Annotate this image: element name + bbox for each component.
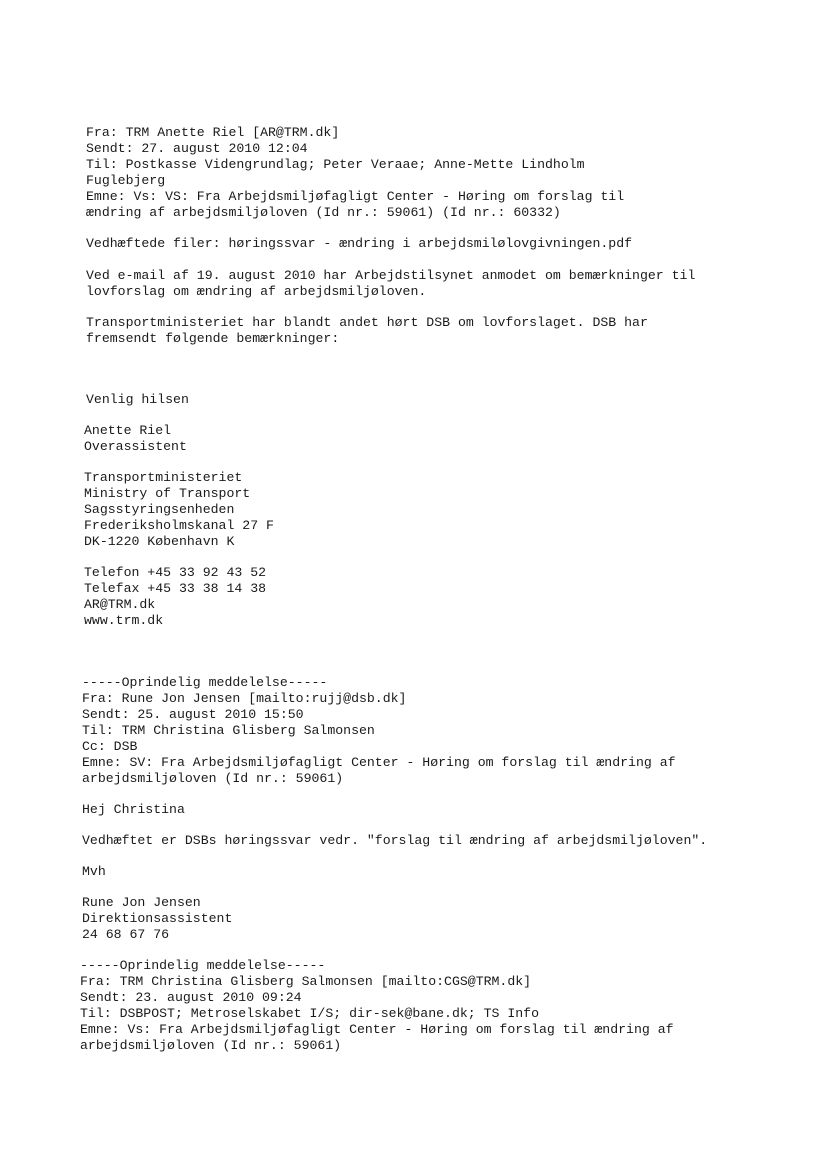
email3-to: Til: DSBPOST; Metroselskabet I/S; dir-sek@bane.dk; TS Info xyxy=(80,1006,539,1021)
email1-subject: Emne: Vs: VS: Fra Arbejdsmiljøfagligt Center - Høring om forslag til xyxy=(86,189,625,204)
email2-sent: Sendt: 25. august 2010 15:50 xyxy=(82,707,304,722)
email2-body: Vedhæftet er DSBs høringssvar vedr. "forslag til ændring af arbejdsmiljøloven". xyxy=(82,833,708,848)
email1-body-paragraph-cont: fremsendt følgende bemærkninger: xyxy=(86,331,340,346)
email3-subject: Emne: Vs: Fra Arbejdsmiljøfagligt Center - Høring om forslag til ændring af xyxy=(80,1022,674,1037)
email1-body-paragraph-cont: lovforslag om ændring af arbejdsmiljøloven. xyxy=(86,284,427,299)
email1-website: www.trm.dk xyxy=(84,613,164,628)
email3-from: Fra: TRM Christina Glisberg Salmonsen [mailto:CGS@TRM.dk] xyxy=(80,974,532,989)
email2-subject-cont: arbejdsmiljøloven (Id nr.: 59061) xyxy=(82,771,344,786)
email1-signature-name: Anette Riel xyxy=(84,423,172,438)
email1-fax: Telefax +45 33 38 14 38 xyxy=(84,581,267,596)
email2-to: Til: TRM Christina Glisberg Salmonsen xyxy=(82,723,375,738)
email1-email-address: AR@TRM.dk xyxy=(84,597,156,612)
email1-phone: Telefon +45 33 92 43 52 xyxy=(84,565,267,580)
email1-greeting: Venlig hilsen xyxy=(86,392,189,407)
email1-to-cont: Fuglebjerg xyxy=(86,173,166,188)
email3-subject-cont: arbejdsmiljøloven (Id nr.: 59061) xyxy=(80,1038,342,1053)
email1-sent: Sendt: 27. august 2010 12:04 xyxy=(86,141,308,156)
email1-signature-title: Overassistent xyxy=(84,439,187,454)
email1-subject-cont: ændring af arbejdsmiljøloven (Id nr.: 59061) (Id nr.: 60332) xyxy=(86,205,561,220)
email2-signature-name: Rune Jon Jensen xyxy=(82,895,201,910)
email2-separator: -----Oprindelig meddelelse----- xyxy=(82,675,328,690)
email1-to: Til: Postkasse Videngrundlag; Peter Veraae; Anne-Mette Lindholm xyxy=(86,157,585,172)
email1-from: Fra: TRM Anette Riel [AR@TRM.dk] xyxy=(86,125,340,140)
email1-body-paragraph: Ved e-mail af 19. august 2010 har Arbejdstilsynet anmodet om bemærkninger til xyxy=(86,268,696,283)
email2-salutation: Hej Christina xyxy=(82,802,185,817)
email1-body-paragraph: Transportministeriet har blandt andet hørt DSB om lovforslaget. DSB har xyxy=(86,315,648,330)
email2-from: Fra: Rune Jon Jensen [mailto:rujj@dsb.dk] xyxy=(82,691,407,706)
email1-org-line: Transportministeriet xyxy=(84,470,243,485)
email2-closing: Mvh xyxy=(82,864,106,879)
email2-signature-phone: 24 68 67 76 xyxy=(82,927,170,942)
email2-signature-title: Direktionsassistent xyxy=(82,911,233,926)
email3-separator: -----Oprindelig meddelelse----- xyxy=(80,958,326,973)
email1-attachments: Vedhæftede filer: høringssvar - ændring i arbejdsmilølovgivningen.pdf xyxy=(86,236,633,251)
email3-sent: Sendt: 23. august 2010 09:24 xyxy=(80,990,302,1005)
email2-cc: Cc: DSB xyxy=(82,739,138,754)
email1-org-line: Ministry of Transport xyxy=(84,486,251,501)
email1-org-line: Frederiksholmskanal 27 F xyxy=(84,518,274,533)
email1-org-line: Sagsstyringsenheden xyxy=(84,502,235,517)
email2-subject: Emne: SV: Fra Arbejdsmiljøfagligt Center - Høring om forslag til ændring af xyxy=(82,755,676,770)
email1-org-line: DK-1220 København K xyxy=(84,534,235,549)
